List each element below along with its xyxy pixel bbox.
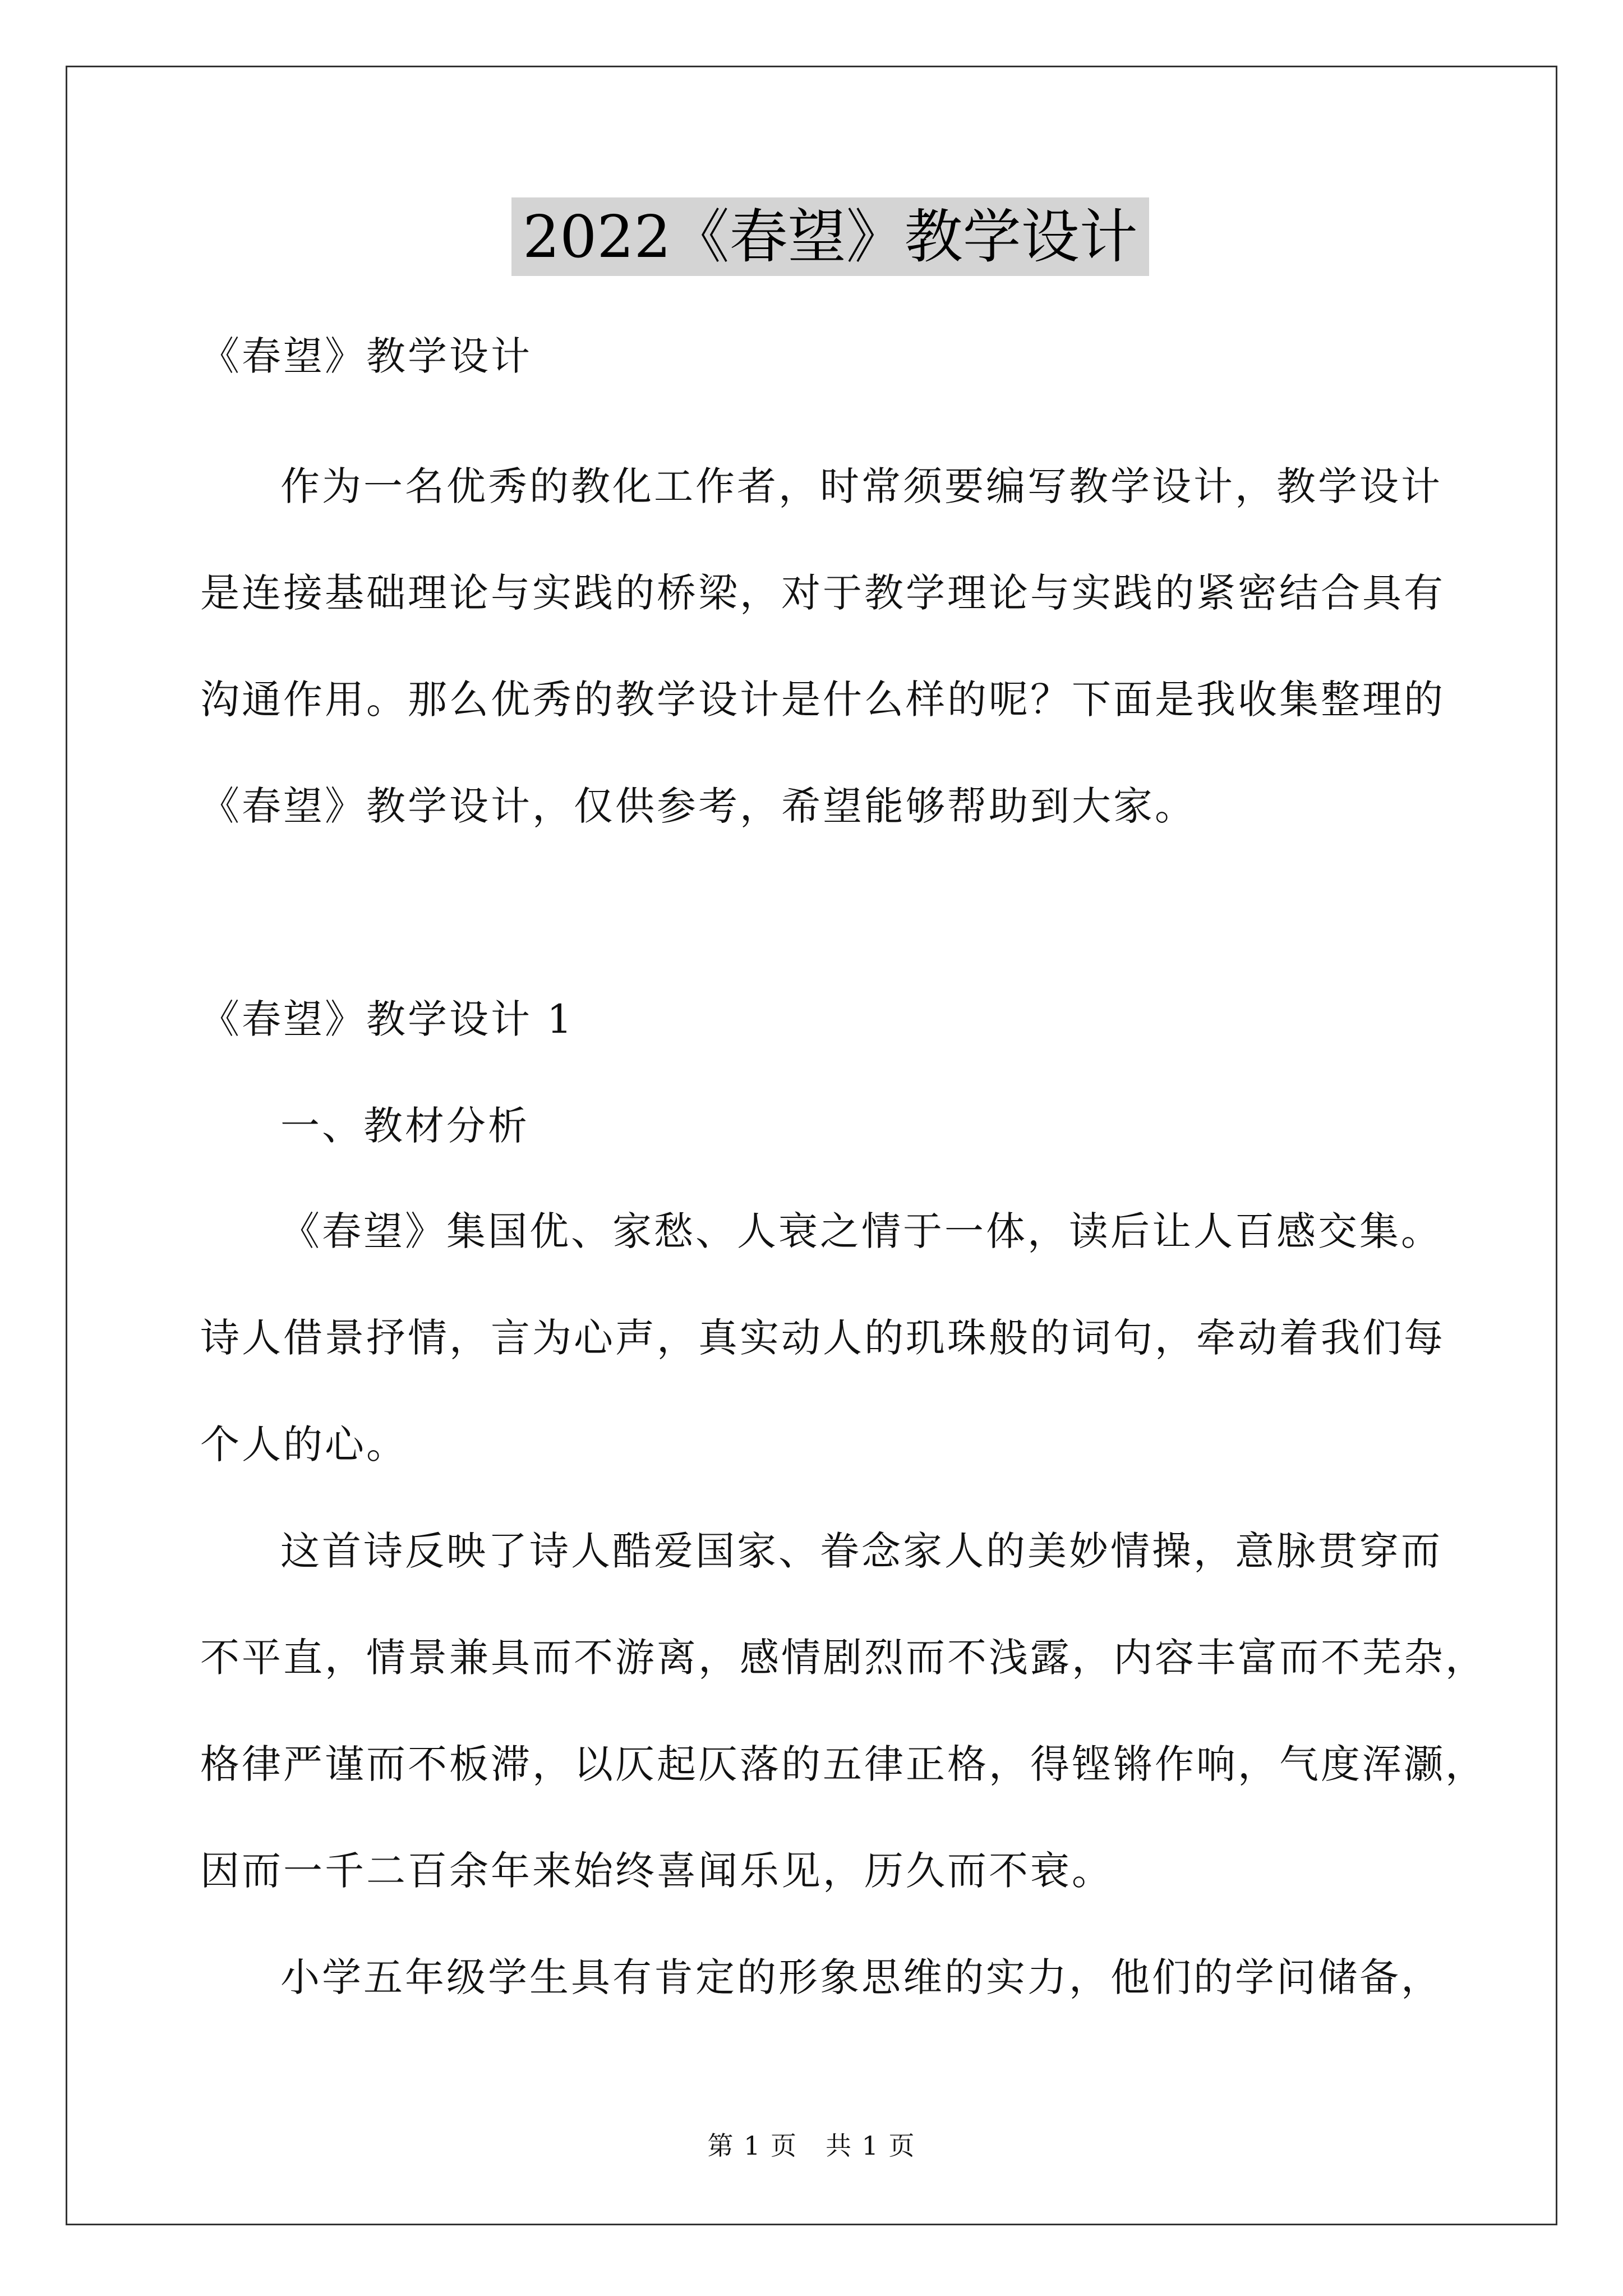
subsection-heading: 一、教材分析 — [280, 1103, 529, 1149]
text-line: 《春望》教学设计 — [200, 333, 532, 379]
text-line: 格律严谨而不板滞，以仄起仄落的五律正格，得铿锵作响，气度浑灏， — [200, 1741, 1487, 1787]
text-line: 因而一千二百余年来始终喜闻乐见，历久而不衰。 — [200, 1848, 1113, 1894]
page-total: 共 1 页 — [826, 2131, 916, 2161]
text-line: 沟通作用。那么优秀的教学设计是什么样的呢？下面是我收集整理的 — [200, 677, 1445, 723]
text-line: 诗人借景抒情，言为心声，真实动人的玑珠般的词句，牵动着我们每 — [200, 1315, 1445, 1361]
page-footer — [0, 2129, 1623, 2162]
text-line: 作为一名优秀的教化工作者，时常须要编写教学设计，教学设计 — [280, 463, 1442, 509]
text-line: 《春望》集国优、家愁、人衰之情于一体，读后让人百感交集。 — [280, 1208, 1442, 1254]
text-line: 个人的心。 — [200, 1421, 408, 1467]
text-line: 不平直，情景兼具而不游离，感情剧烈而不浅露，内容丰富而不芜杂， — [200, 1635, 1487, 1681]
text-line: 《春望》教学设计，仅供参考，希望能够帮助到大家。 — [200, 783, 1196, 829]
text-line: 这首诗反映了诗人酷爱国家、眷念家人的美妙情操，意脉贯穿而 — [280, 1528, 1442, 1574]
section-heading: 《春望》教学设计 1 — [200, 996, 574, 1042]
document-title: 2022《春望》教学设计 — [511, 197, 1149, 276]
text-line: 是连接基础理论与实践的桥梁，对于教学理论与实践的紧密结合具有 — [200, 570, 1445, 616]
text-line: 小学五年级学生具有肯定的形象思维的实力，他们的学问储备， — [280, 1954, 1442, 2000]
page-current: 第 1 页 — [707, 2131, 797, 2161]
